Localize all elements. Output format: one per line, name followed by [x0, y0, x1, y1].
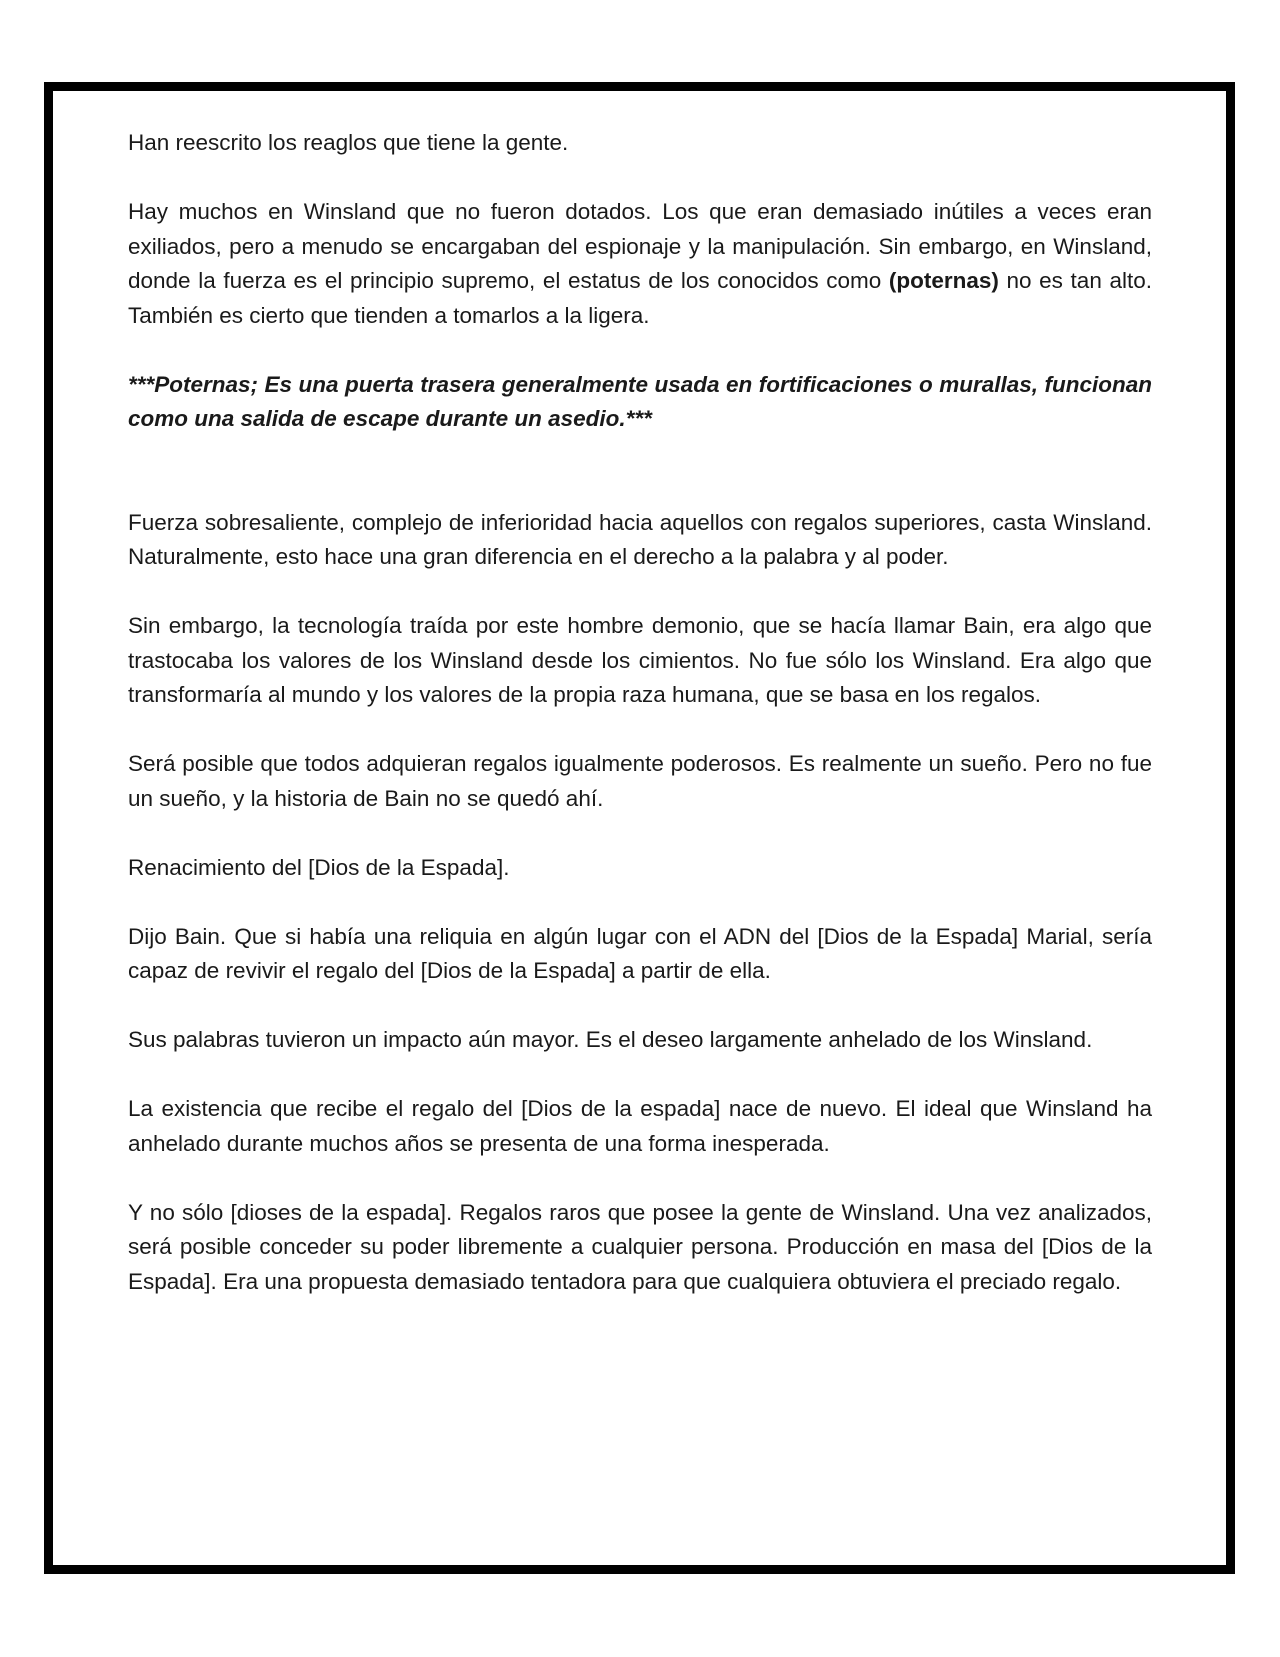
- paragraph-5: Será posible que todos adquieran regalos igualmente poderosos. Es realmente un sueño. Pero no fue un sueño, y la historia de Bain no se quedó ahí.: [128, 751, 1152, 811]
- translator-note: ***Poternas; Es una puerta trasera generalmente usada en fortificaciones o murallas, funcionan como una salida de escape durante un asedio.***: [128, 371, 1152, 431]
- paragraph-2-text-start: Hay muchos en Winsland que no fueron dotados. Los que eran demasiado inútiles a veces eran exiliados, pero a menudo se encargaban del espionaje y la manipulación. Sin embargo, en Winsland, donde la fuerza es el principio supremo, el estatus de los conocidos como: [128, 199, 1152, 293]
- paragraph-3: Fuerza sobresaliente, complejo de inferioridad hacia aquellos con regalos superiores, casta Winsland. Naturalmente, esto hace una gran diferencia en el derecho a la palabra y al poder.: [128, 509, 1152, 569]
- paragraph-6: Renacimiento del [Dios de la Espada].: [128, 854, 510, 880]
- paragraph-8: Sus palabras tuvieron un impacto aún mayor. Es el deseo largamente anhelado de los Winsland.: [128, 1027, 1093, 1052]
- section-spacer: [128, 471, 1152, 506]
- paragraph-1: Han reescrito los reaglos que tiene la gente.: [128, 130, 569, 155]
- paragraph-2-text-end: no es tan alto. También es cierto que tienden a tomarlos a la ligera.: [128, 268, 1152, 328]
- paragraph-9: La existencia que recibe el regalo del [Dios de la espada] nace de nuevo. El ideal que Winsland ha anhelado durante muchos años se presenta de una forma inesperada.: [128, 1096, 1152, 1156]
- paragraph-7: Dijo Bain. Que si había una reliquia en algún lugar con el ADN del [Dios de la Espada] Marial, sería capaz de revivir el regalo del [Dios de la Espada] a partir de ella.: [128, 923, 1152, 983]
- document-body: [128, 126, 1152, 1334]
- poternas-term: (poternas): [888, 268, 999, 293]
- paragraph-10: Y no sólo [dioses de la espada]. Regalos raros que posee la gente de Winsland. Una vez analizados, será posible conceder su poder libremente a cualquier persona. Producción en masa del [Dios de la Espada]. Era una propuesta demasiado tentadora para que cualquiera obtuviera el preciado regalo.: [128, 1199, 1152, 1294]
- paragraph-4: Sin embargo, la tecnología traída por este hombre demonio, que se hacía llamar Bain, era algo que trastocaba los valores de los Winsland desde los cimientos. No fue sólo los Winsland. Era algo que transformaría al mundo y los valores de la propia raza humana, que se basa en los regalos.: [128, 613, 1152, 707]
- paragraph-2: [128, 195, 1152, 333]
